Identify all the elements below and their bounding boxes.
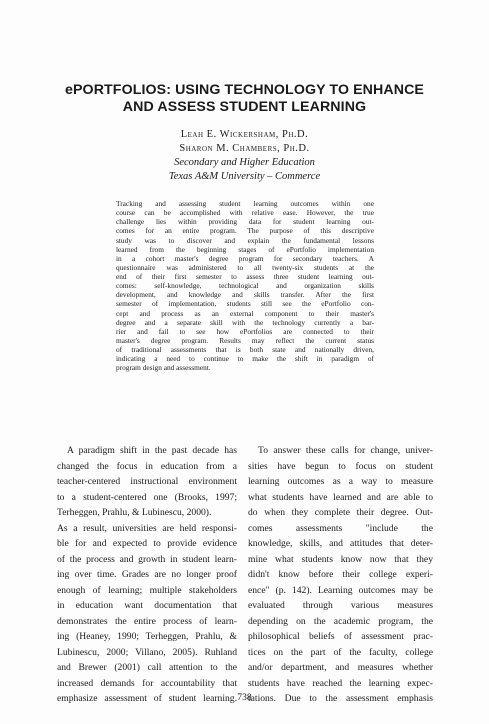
body-line: sities have begun to focus on student [248,460,433,472]
body-line: to a student-centered one (Brooks, 1997; [57,491,237,503]
body-line: comes assessments "include the [248,522,433,534]
abstract-line: indicating a need to continue to make the shift in paradigm of [116,354,374,364]
body-line: what students have learned and are able to [248,491,433,503]
body-line: A paradigm shift in the past decade has [67,445,237,456]
body-line: learning outcomes as a way to measure [248,476,433,487]
article-title [30,82,459,116]
body-line: To answer these calls for change, univer- [258,445,433,456]
abstract-line: in a cohort master's degree program for secondary teachers. A [116,253,374,263]
author-block [40,128,449,184]
abstract-line: course can be accomplished with relative ease. However, the true [116,208,374,218]
abstract-line: development, and knowledge and skills transfer. After the first [116,290,374,300]
body-line: ence" (p. 142). Learning outcomes may be [248,584,433,596]
body-line: Lubinescu, 2000; Villano, 2005). Ruhland [57,646,237,658]
body-line: and/or department, and measures whether [248,662,433,673]
body-line: demonstrates the entire process of learn- [57,615,237,627]
body-line: do when they complete their degree. Out- [248,507,433,518]
body-line: As a result, universities are held responsi- [57,522,237,534]
body-column-right [248,443,433,707]
abstract-line: semester of implementation, students still see the ePortfolio con- [116,299,374,309]
author-department: Secondary and Higher Education [174,157,315,168]
abstract-line: program design and assessment. [116,363,211,373]
abstract-line: learned from the beginning stages of ePortfolio implementation [116,244,374,254]
abstract-line: comes for an entire program. The purpose of this descriptive [116,226,374,236]
body-line: ing (Heaney, 1990; Terheggen, Prahlu, & [57,631,237,642]
author-1: Leah E. Wickersham, Ph.D. [180,129,309,140]
body-line: evaluated through various measures [248,600,433,611]
author-2: Sharon M. Chambers, Ph.D. [179,143,310,154]
body-line: knowledge, skills, and attitudes that deter- [248,538,433,549]
body-line: students have reached the learning expec- [248,677,433,689]
body-line: teacher-centered instructional environment [57,476,237,487]
abstract [116,199,374,372]
body-line: increased demands for accountability that [57,677,237,689]
abstract-line: master's degree program. Results may reflect the current status [116,335,374,345]
author-institution: Texas A&M University – Commerce [168,171,321,182]
body-line: ble for and expected to provide evidence [57,538,237,549]
abstract-line: comes: self-knowledge, technological and organization skills [116,281,374,291]
abstract-line: degree and a separate skill with the technology currently a bar- [116,317,374,327]
page-number: 738 [237,692,252,703]
body-line: and Brewer (2001) call attention to the [57,662,237,673]
abstract-line: cept and process as an external component to their master's [116,308,374,318]
abstract-line: challenge lies within providing data for student learning out- [116,217,374,227]
abstract-line: of traditional assessments that is both state and nationally driven, [116,345,374,354]
abstract-line: study was to discover and explain the fundamental lessons [116,235,374,245]
body-line: tices on the part of the faculty, college [248,646,433,658]
abstract-line: end of their first semester to assess three student learning out- [116,272,374,281]
abstract-line: rier and fail to see how ePortfolios are connected to their [116,326,374,336]
body-line: emphasize assessment of student learning. [57,693,237,704]
body-column-left [57,443,237,707]
abstract-line: Tracking and assessing student learning outcomes within one [116,199,374,208]
body-line: tations. Due to the assessment emphasis [248,693,433,704]
body-line: mine what students know now that they [248,553,433,565]
body-line: Terheggen, Prahlu, & Lubinescu, 2000). [57,507,212,518]
body-line: in education want documentation that [57,600,237,611]
body-line: changed the focus in education from a [57,460,237,472]
body-line: didn't know before their college experi- [248,569,433,580]
body-line: of the process and growth in student learn- [57,553,237,565]
title-line-1: ePORTFOLIOS: USING TECHNOLOGY TO ENHANCE [65,82,424,98]
body-line: depending on the academic program, the [248,615,433,627]
abstract-line: questionnaire was administered to all twenty-six students at the [116,262,374,272]
body-line: enough of learning; multiple stakeholders [57,584,237,596]
title-line-2: AND ASSESS STUDENT LEARNING [122,99,367,115]
body-line: ing over time. Grades are no longer proof [57,569,237,580]
body-line: philosophical beliefs of assessment prac- [248,631,433,642]
